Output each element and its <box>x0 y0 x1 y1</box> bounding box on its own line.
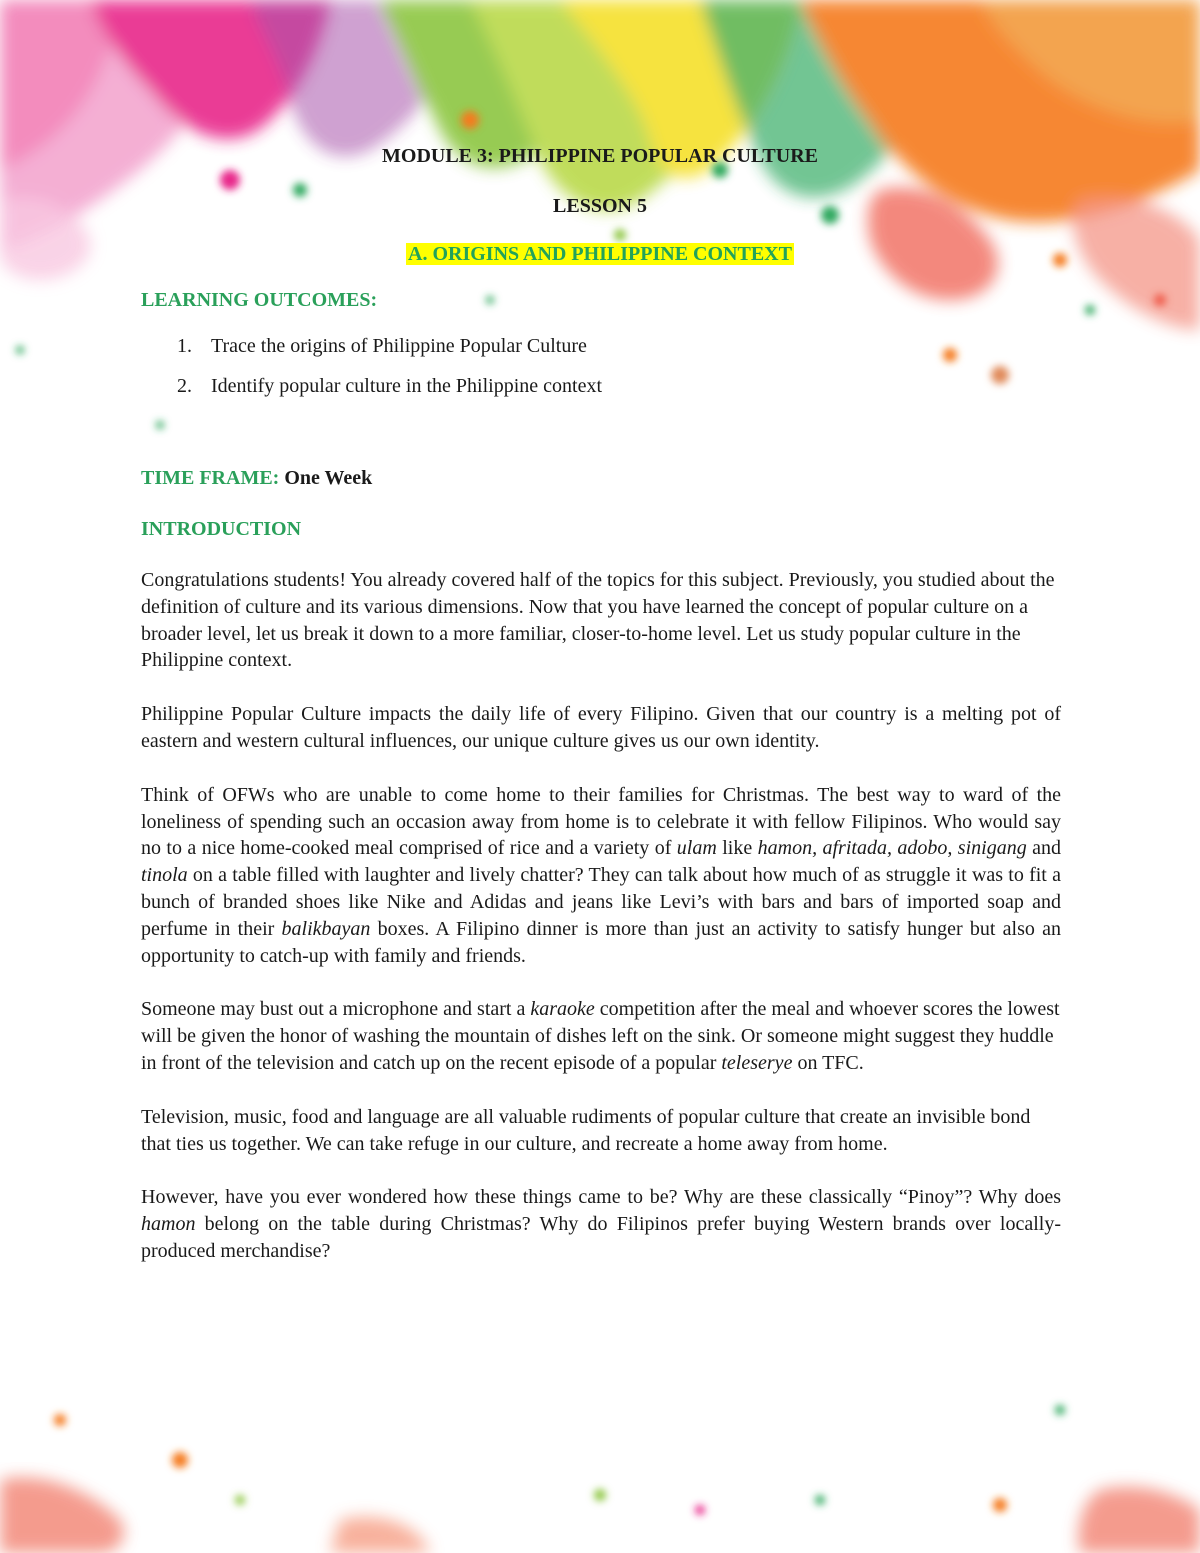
lesson-number: LESSON 5 <box>553 195 647 217</box>
learning-outcomes-heading: LEARNING OUTCOMES: <box>141 289 378 311</box>
list-item <box>141 374 602 414</box>
list-item-text: Trace the origins of Philippine Popular Culture <box>211 335 587 357</box>
section-title-highlight: A. ORIGINS AND PHILIPPINE CONTEXT <box>408 243 792 265</box>
list-item-text: Identify popular culture in the Philippine context <box>211 375 603 397</box>
section-title <box>0 242 1200 266</box>
intro-paragraph-4: Someone may bust out a microphone and start a karaoke competition after the meal and whoever scores the lowest will be given the honor of washing the mountain of dishes left on the sink. Or someone might suggest they huddle in front of the television and catch up on the recent episode of a popular teleserye on TFC. <box>141 998 1060 1074</box>
intro-paragraph-6: However, have you ever wondered how these things came to be? Why are these classically “Pinoy”? Why does hamon belong on the table during Christmas? Why do Filipinos prefer buying Western brands over locally-produced merchandise? <box>141 1186 1061 1262</box>
time-frame-label: TIME FRAME: <box>141 467 280 489</box>
introduction-heading: INTRODUCTION <box>141 518 302 540</box>
intro-paragraph-1: Congratulations students! You already covered half of the topics for this subject. Previously, you studied about the definition of culture and its various dimensions. Now that you have learned the concept of popular culture on a broader level, let us break it down to a more familiar, closer-to-home level. Let us study popular culture in the Philippine context. <box>141 569 1055 672</box>
time-frame <box>141 466 372 490</box>
list-item <box>141 334 602 374</box>
list-item-number: 2. <box>177 375 192 397</box>
time-frame-value: One Week <box>284 467 373 489</box>
module-title: MODULE 3: PHILIPPINE POPULAR CULTURE <box>382 145 818 167</box>
list-item-number: 1. <box>177 335 192 357</box>
intro-paragraph-2: Philippine Popular Culture impacts the daily life of every Filipino. Given that our country is a melting pot of eastern and western cultural influences, our unique culture gives us our own identity. <box>141 703 1061 752</box>
intro-paragraph-5: Television, music, food and language are all valuable rudiments of popular culture that create an invisible bond that ties us together. We can take refuge in our culture, and recreate a home away from home. <box>141 1105 1031 1155</box>
learning-outcomes-list <box>141 334 602 414</box>
intro-paragraph-3: Think of OFWs who are unable to come home to their families for Christmas. The best way to ward of the loneliness of spending such an occasion away from home is to celebrate it with fellow Filipinos. Who would say no to a nice home-cooked meal comprised of rice and a variety of ulam like hamon, afritada, adobo, sinigang and tinola on a table filled with laughter and lively chatter? They can talk about how much of as struggle it was to fit a bunch of branded shoes like Nike and Adidas and jeans like Levi’s with bars and bars of imported soap and perfume in their balikbayan boxes. A Filipino dinner is more than just an activity to satisfy hunger but also an opportunity to catch-up with family and friends. <box>141 783 1061 967</box>
introduction-body <box>141 567 1061 1292</box>
